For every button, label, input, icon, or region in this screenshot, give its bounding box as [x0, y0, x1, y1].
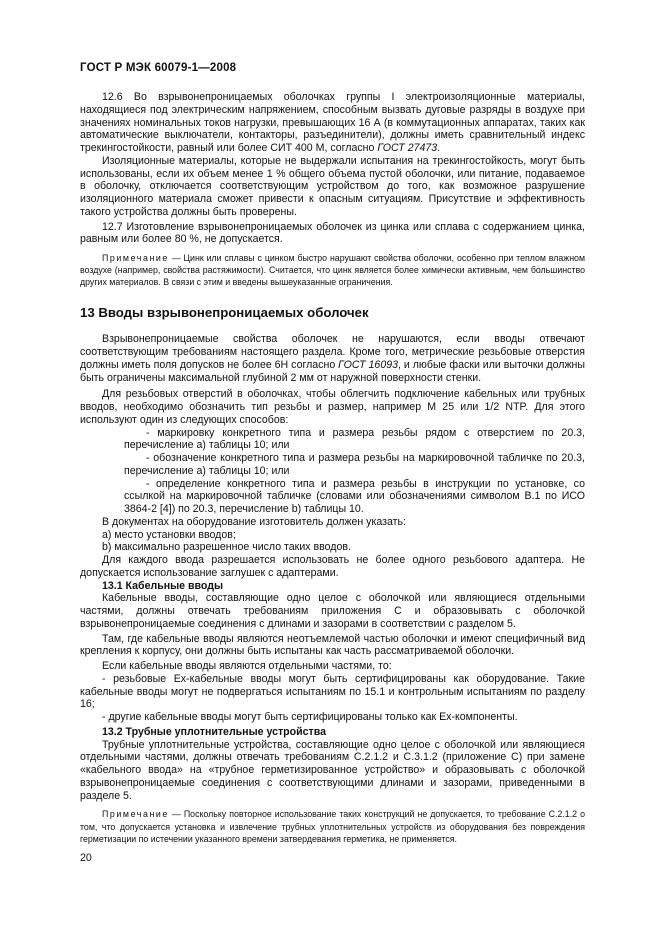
gland-item: - другие кабельные вводы могут быть сертифицированы только как Ex-компоненты.	[102, 711, 518, 724]
document-body	[80, 91, 585, 845]
clause-13-2-title: 13.2 Трубные уплотнительные устройства	[102, 725, 326, 738]
clause-13-2-paragraph: Трубные уплотнительные устройства, составляющие одно целое с оболочкой или являющиеся отдельными частями, должны отвечать требованиям С.2.1.2 и С.3.1.2 (приложение С) при замене «кабельного ввода» на «трубное герметизированное устройство» и образовывать с оболочкой взрывонепроницаемые соединения с соответствующими длинами и зазорами, приведенными в разделе 5.	[80, 738, 585, 802]
separate-glands-paragraph: Если кабельные вводы являются отдельными частями, то:	[102, 660, 392, 673]
insulation-paragraph: Изоляционные материалы, которые не выдержали испытания на трекингостойкость, могут быть использованы, если их объем менее 1 % общего объема пустой оболочки, или питание, подаваемое в оболочку, отключается соответствующим устройством до того, как возможное разрушение изоляционного материала сможет привести к опасным ситуациям. Присутствие и эффективность такого устройства должны быть проверены.	[80, 154, 585, 218]
note-text: — Поскольку повторное использование таких конструкций не допускается, то требование С.2.1.2 о том, что допускается установка и извлечение трубных уплотнительных устройств из оборудования без повреждения герметизации по истечении указанного времени затвердевания герметика, не применяется.	[80, 809, 585, 844]
note-text: — Цинк или сплавы с цинком быстро нарушают свойства оболочки, особенно при теплом влажном воздухе (например, свойства растяжимости). Считается, что цинк является более химически активным, чем большинство других материалов. В связи с этим и введены вышеуказанные ограничения.	[80, 253, 585, 288]
document-header: ГОСТ Р МЭК 60079-1—2008	[80, 62, 237, 74]
documentation-item: а) место установки вводов;	[102, 528, 236, 541]
gost-16093-ref: ГОСТ 16093	[338, 358, 398, 371]
note-label: Примечание	[102, 253, 169, 263]
threads-paragraph: Для резьбовых отверстий в оболочках, чтобы облегчить подключение кабельных или трубных вводов, необходимо обозначить тип резьбы и размер, например М 25 или 1/2 NTP. Для этого используют один из следующих способов:	[80, 388, 585, 426]
section-13-intro-text: Взрывонепроницаемые свойства оболочек не нарушаются, если вводы отвечают соответствующим требованиям настоящего раздела. Кроме того, метрические резьбовые отверстия должны иметь поля допусков не более 6Н согласно	[80, 333, 585, 371]
clause-12-7-paragraph: 12.7 Изготовление взрывонепроницаемых оболочек из цинка или сплава с содержанием цинка, равным или более 80 %, не допускается.	[80, 220, 585, 246]
method-item: - определение конкретного типа и размера резьбы в инструкции по установке, со ссылкой на маркировочной табличке (словами или обозначениями символом В.1 по ИСО 3864-2 [4]) по 20.3, перечисление b) таблицы 10.	[124, 477, 585, 516]
clause-12-6-end: .	[437, 142, 441, 154]
adapter-paragraph: Для каждого ввода разрешается использовать не более одного резьбового адаптера. Не допускается использование заглушек с адаптерами.	[80, 554, 585, 579]
documentation-item: b) максимально разрешенное число таких вводов.	[102, 541, 351, 554]
conduit-note	[80, 808, 585, 845]
method-item: - обозначение конкретного типа и размера резьбы на маркировочной табличке по 20.3, перечисление а) таблицы 10; или	[124, 452, 585, 477]
gost-27473-ref: ГОСТ 27473	[377, 142, 438, 154]
section-13-title: 13 Вводы взрывонепроницаемых оболочек	[80, 304, 369, 320]
note-label: Примечание	[102, 809, 169, 820]
zinc-note	[80, 252, 585, 289]
section-13-intro-end: , и любые фаски или выточки должны быть ограничены максимальной глубиной 2 мм от наружной поверхности стенки.	[80, 358, 585, 384]
integral-glands-paragraph: Там, где кабельные вводы являются неотъемлемой частью оболочки и имеют специфичный вид крепления к корпусу, они должны быть испытаны как часть рассматриваемой оболочки.	[80, 632, 585, 658]
clause-12-6-text: 12.6 Во взрывонепроницаемых оболочках группы I электроизоляционные материалы, находящиеся под электрическим напряжением, способным вызвать дуговые разряды в воздухе при значениях номинальных токов нагрузки, превышающих 16 А (в коммутационных аппаратах, таких как автоматические выключатели, контакторы, разъединители), должны иметь сравнительный индекс трекингостойкости, равный или более СИТ 400 М, согласно	[80, 91, 585, 154]
clause-12-6-paragraph	[80, 91, 585, 155]
clause-13-1-title: 13.1 Кабельные вводы	[102, 579, 223, 592]
documentation-paragraph: В документах на оборудование изготовитель должен указать:	[102, 515, 406, 528]
clause-13-1-paragraph: Кабельные вводы, составляющие одно целое с оболочкой или являющиеся отдельными частями, должны отвечать требованиям приложения С и образовывать с оболочкой взрывонепроницаемые соединения с длинами и зазорами в соответствии с разделом 5.	[80, 592, 585, 630]
page-number: 20	[80, 852, 92, 864]
method-item: - маркировку конкретного типа и размера резьбы рядом с отверстием по 20.3, перечисление а) таблицы 10; или	[124, 426, 585, 452]
gland-item: - резьбовые Ex-кабельные вводы могут быть сертифицированы как оборудование. Такие кабельные вводы могут не подвергаться испытаниям по 15.1 и контрольным испытаниям по разделу 16;	[80, 672, 585, 711]
section-13-intro	[80, 333, 585, 384]
